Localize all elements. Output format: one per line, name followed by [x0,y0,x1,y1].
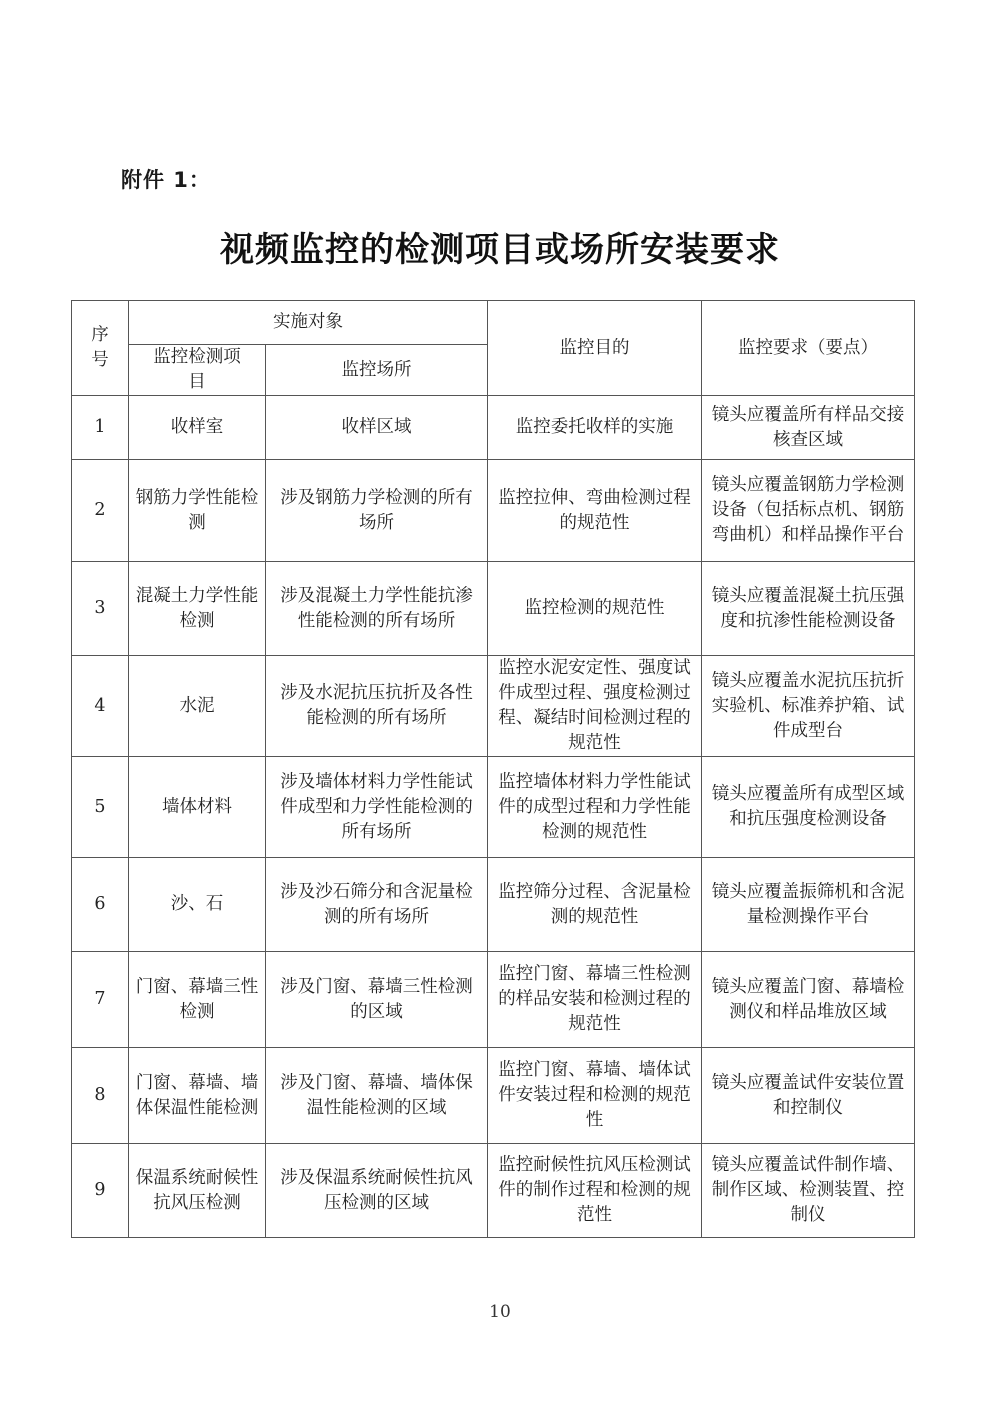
cell-requirement: 镜头应覆盖试件制作墙、制作区域、检测装置、控制仪 [702,1144,915,1238]
cell-requirement: 镜头应覆盖所有成型区域和抗压强度检测设备 [702,757,915,858]
cell-purpose: 监控门窗、幕墙、墙体试件安装过程和检测的规范性 [488,1048,702,1144]
cell-purpose: 监控委托收样的实施 [488,396,702,460]
header-place: 监控场所 [266,345,488,396]
table-row [72,1048,915,1144]
document-title: 视频监控的检测项目或场所安装要求 [220,230,780,270]
cell-seq: 7 [72,952,129,1048]
cell-item: 沙、石 [129,858,266,952]
table-row [72,656,915,757]
header-target: 实施对象 [129,301,488,345]
table-row [72,952,915,1048]
cell-requirement: 镜头应覆盖钢筋力学检测设备（包括标点机、钢筋弯曲机）和样品操作平台 [702,460,915,562]
cell-seq: 5 [72,757,129,858]
cell-place: 涉及门窗、幕墙、墙体保温性能检测的区域 [266,1048,488,1144]
cell-purpose: 监控拉伸、弯曲检测过程的规范性 [488,460,702,562]
cell-item: 钢筋力学性能检测 [129,460,266,562]
cell-place: 涉及水泥抗压抗折及各性能检测的所有场所 [266,656,488,757]
cell-requirement: 镜头应覆盖所有样品交接核查区域 [702,396,915,460]
table-row [72,757,915,858]
cell-purpose: 监控检测的规范性 [488,562,702,656]
cell-seq: 4 [72,656,129,757]
page-number: 10 [489,1302,511,1322]
cell-item: 收样室 [129,396,266,460]
requirements-table [71,300,915,1238]
cell-place: 涉及混凝土力学性能抗渗性能检测的所有场所 [266,562,488,656]
cell-purpose: 监控耐候性抗风压检测试件的制作过程和检测的规范性 [488,1144,702,1238]
cell-purpose: 监控门窗、幕墙三性检测的样品安装和检测过程的规范性 [488,952,702,1048]
cell-place: 涉及沙石筛分和含泥量检测的所有场所 [266,858,488,952]
cell-seq: 2 [72,460,129,562]
attachment-label: 附件 1： [121,168,211,192]
cell-place: 涉及门窗、幕墙三性检测的区域 [266,952,488,1048]
cell-item: 混凝土力学性能检测 [129,562,266,656]
table-body [72,396,915,1238]
table-row [72,562,915,656]
cell-place: 涉及钢筋力学检测的所有场所 [266,460,488,562]
table-row [72,460,915,562]
header-requirement: 监控要求（要点） [702,301,915,396]
cell-requirement: 镜头应覆盖水泥抗压抗折实验机、标准养护箱、试件成型台 [702,656,915,757]
cell-requirement: 镜头应覆盖振筛机和含泥量检测操作平台 [702,858,915,952]
cell-item: 门窗、幕墙三性检测 [129,952,266,1048]
cell-requirement: 镜头应覆盖混凝土抗压强度和抗渗性能检测设备 [702,562,915,656]
cell-seq: 6 [72,858,129,952]
cell-item: 水泥 [129,656,266,757]
cell-purpose: 监控墙体材料力学性能试件的成型过程和力学性能检测的规范性 [488,757,702,858]
cell-requirement: 镜头应覆盖试件安装位置和控制仪 [702,1048,915,1144]
cell-place: 收样区域 [266,396,488,460]
cell-seq: 8 [72,1048,129,1144]
header-purpose: 监控目的 [488,301,702,396]
cell-item: 墙体材料 [129,757,266,858]
header-seq: 序号 [72,301,129,396]
cell-place: 涉及保温系统耐候性抗风压检测的区域 [266,1144,488,1238]
table-row [72,396,915,460]
cell-purpose: 监控筛分过程、含泥量检测的规范性 [488,858,702,952]
cell-item: 保温系统耐候性抗风压检测 [129,1144,266,1238]
cell-place: 涉及墙体材料力学性能试件成型和力学性能检测的所有场所 [266,757,488,858]
cell-seq: 1 [72,396,129,460]
table-row [72,858,915,952]
table-header [72,301,915,396]
cell-seq: 9 [72,1144,129,1238]
cell-item: 门窗、幕墙、墙体保温性能检测 [129,1048,266,1144]
table-row [72,1144,915,1238]
cell-seq: 3 [72,562,129,656]
cell-requirement: 镜头应覆盖门窗、幕墙检测仪和样品堆放区域 [702,952,915,1048]
header-item: 监控检测项目 [129,345,266,396]
cell-purpose: 监控水泥安定性、强度试件成型过程、强度检测过程、凝结时间检测过程的规范性 [488,656,702,757]
